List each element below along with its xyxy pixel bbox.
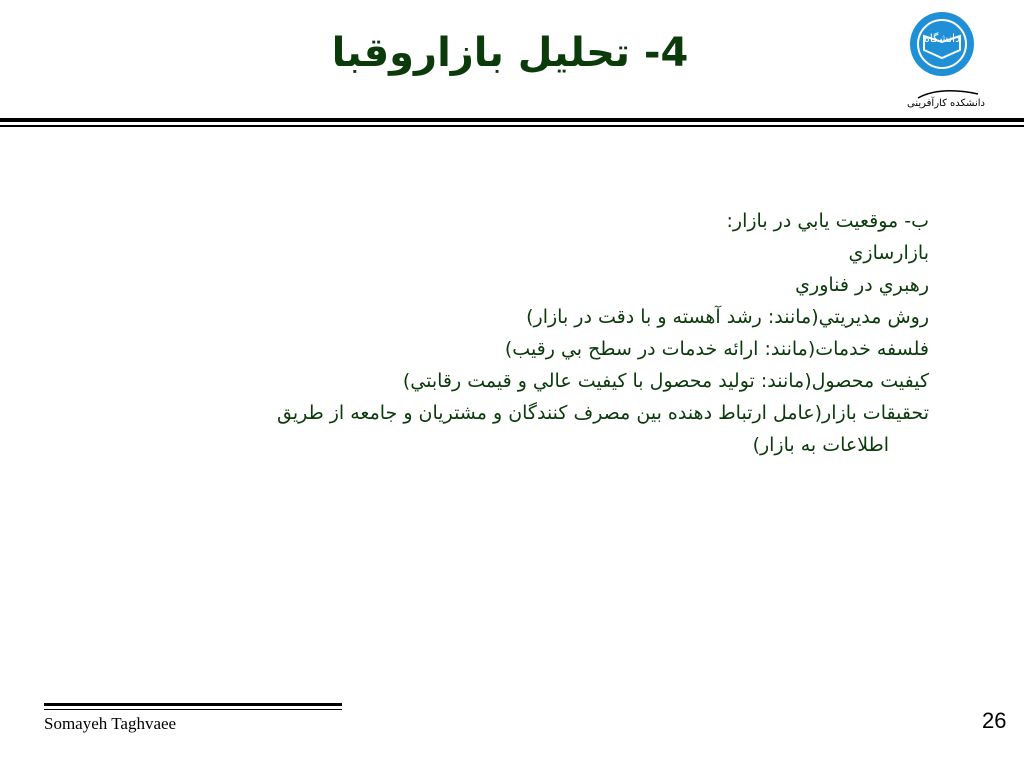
slide-body — [49, 205, 929, 461]
list-item: فلسفه خدمات(مانند: ارائه خدمات در سطح بي رقيب) — [504, 338, 929, 360]
page-number: 26 — [982, 708, 1007, 733]
footer-author: Somayeh Taghvaee — [44, 714, 177, 733]
university-logo — [900, 6, 990, 116]
list-item: كيفيت محصول(مانند: توليد محصول با كيفيت عالي و قيمت رقابتي) — [402, 370, 929, 392]
title-divider-thin — [0, 125, 1024, 127]
list-item: رهبري در فناوري — [795, 274, 929, 296]
svg-text:دانشکده کارآفرینی: دانشکده کارآفرینی — [907, 98, 985, 109]
footer-divider-thin — [44, 709, 342, 710]
university-logo-icon — [900, 6, 990, 116]
svg-text:دانشگاه: دانشگاه — [923, 32, 961, 45]
list-item: بازارسازي — [848, 242, 929, 264]
list-item: روش مديريتي(مانند: رشد آهسته و با دقت در بازار) — [526, 306, 929, 328]
section-heading: ب- موقعيت يابي در بازار: — [726, 210, 929, 232]
title-divider-thick — [0, 118, 1024, 122]
list-item-long-line1: تحقيقات بازار(عامل ارتباط دهنده بين مصرف كنندگان و مشتريان و جامعه از طريق — [276, 402, 929, 424]
slide-title: 4- تحليل بازاروقبا — [331, 30, 689, 76]
footer-divider-thick — [44, 703, 342, 706]
list-item-long-line2: اطلاعات به بازار) — [752, 434, 889, 456]
